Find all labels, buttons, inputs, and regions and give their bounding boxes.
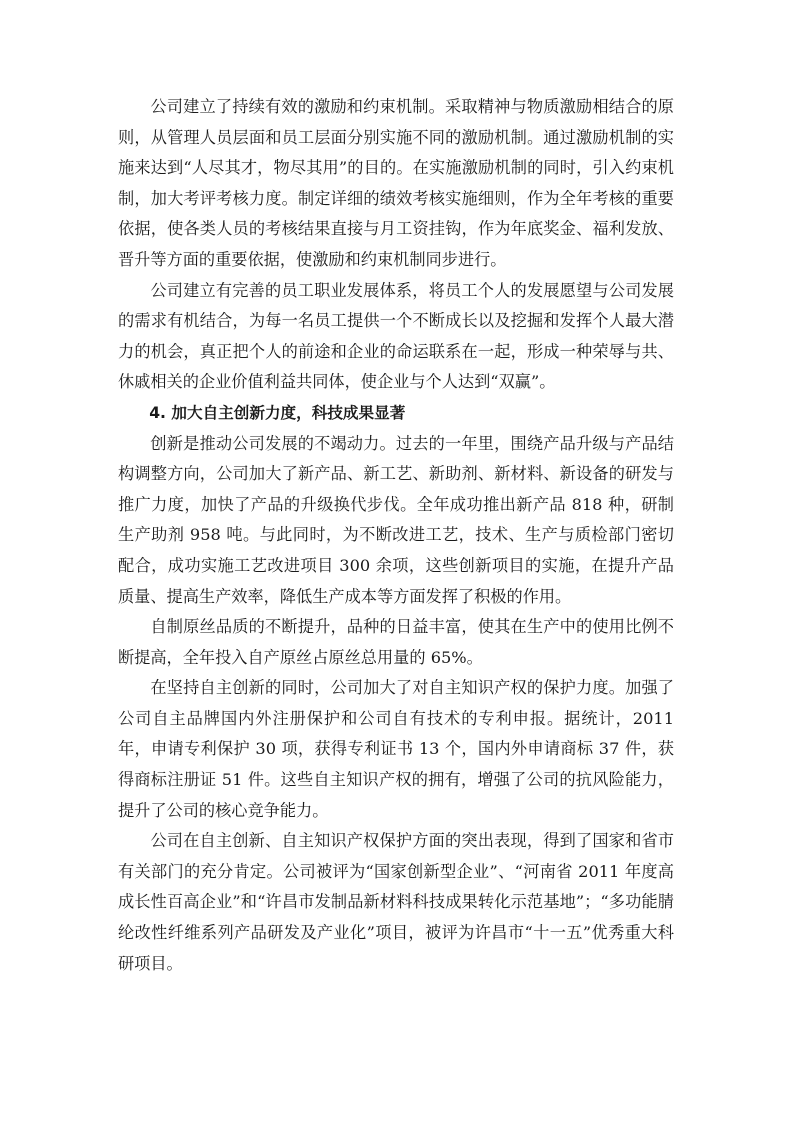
paragraph-innovation: 创新是推动公司发展的不竭动力。过去的一年里，围绕产品升级与产品结构调整方向，公司加大了新产品、新工艺、新助剂、新材料、新设备的研发与推广力度，加快了产品的升级换代步伐。全年成功推出新产品 818 种，研制生产助剂 958 吨。与此同时，为不断改进工艺，技术、生产与质检部门密切配合，成功实施工艺改进项目 300 余项，这些创新项目的实施，在提升产品质量、提高生产效率，降低生产成本等方面发挥了积极的作用。 (118, 433, 674, 606)
paragraph-ip-protection: 在坚持自主创新的同时，公司加大了对自主知识产权的保护力度。加强了公司自主品牌国内外注册保护和公司自有技术的专利申报。据统计，2011 年，申请专利保护 30 项，获得专利证书 13 个，国内外申请商标 37 件，获得商标注册证 51 件。这些自主知识产权的拥有，增强了公司的抗风险能力，提升了公司的核心竞争能力。 (118, 678, 674, 820)
paragraph-career-development: 公司建立有完善的员工职业发展体系，将员工个人的发展愿望与公司发展的需求有机结合，为每一名员工提供一个不断成长以及挖掘和发挥个人最大潜力的机会，真正把个人的前途和企业的命运联系在一起，形成一种荣辱与共、休戚相关的企业价值利益共同体，使企业与个人达到“双赢”。 (118, 280, 674, 392)
section-heading: 4. 加大自主创新力度，科技成果显著 (149, 403, 406, 422)
paragraph-recognition: 公司在自主创新、自主知识产权保护方面的突出表现，得到了国家和省市有关部门的充分肯定。公司被评为“国家创新型企业”、“河南省 2011 年度高成长性百高企业”和“许昌市发制品新材料科技成果转化示范基地”；“多功能腈纶改性纤维系列产品研发及产业化”项目，被评为许昌市“十一五”优秀重大科研项目。 (118, 831, 674, 973)
paragraph-raw-silk: 自制原丝品质的不断提升，品种的日益丰富，使其在生产中的使用比例不断提高，全年投入自产原丝占原丝总用量的 65%。 (118, 617, 674, 667)
document-page (118, 92, 674, 979)
paragraph-incentive-mechanism: 公司建立了持续有效的激励和约束机制。采取精神与物质激励相结合的原则，从管理人员层面和员工层面分别实施不同的激励机制。通过激励机制的实施来达到“人尽其才，物尽其用”的目的。在实施激励机制的同时，引入约束机制，加大考评考核力度。制定详细的绩效考核实施细则，作为全年考核的重要依据，使各类人员的考核结果直接与月工资挂钩，作为年底奖金、福利发放、晋升等方面的重要依据，使激励和约束机制同步进行。 (118, 97, 674, 269)
